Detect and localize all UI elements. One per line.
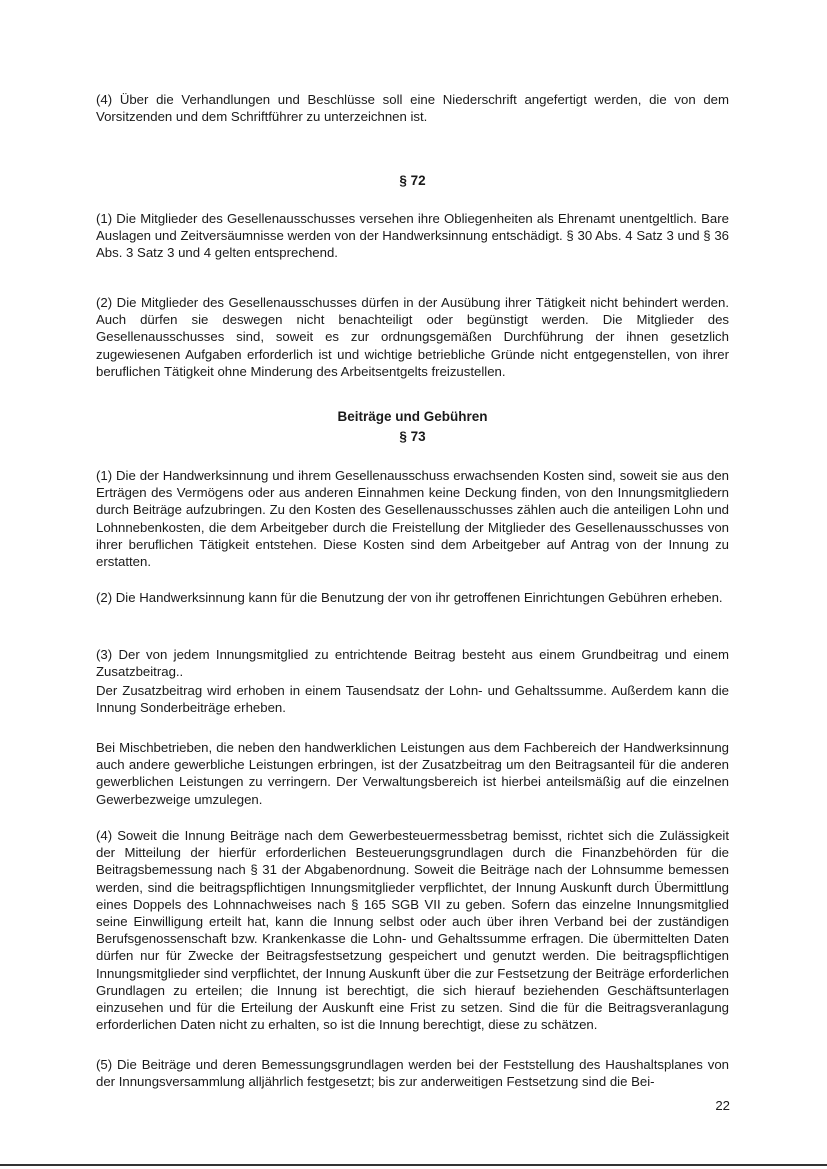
page-number: 22	[715, 1098, 730, 1113]
paragraph-72-1: (1) Die Mitglieder des Gesellenausschusses versehen ihre Obliegenheiten als Ehrenamt unentgeltlich. Bare Auslagen und Zeitversäumnisse werden von der Handwerksinnung entschädigt. § 30 Abs. 4 Satz 3 und § 36 Abs. 3 Satz 3 und 4 gelten entsprechend.	[96, 211, 729, 261]
paragraph-72-2: (2) Die Mitglieder des Gesellenausschusses dürfen in der Ausübung ihrer Tätigkeit nicht behindert werden. Auch dürfen sie deswegen nicht benachteiligt oder begünstigt werden. Die Mitglieder des Gesellenausschusses sind, soweit es zur ordnungsgemäßen Durchführung der ihnen gesetzlich zugewiesenen Aufgaben erforderlich ist und wichtige betriebliche Gründe nicht entgegenstellen, von ihrer beruflichen Tätigkeit ohne Minderung des Arbeitsentgelts freizustellen.	[96, 295, 729, 379]
section-73-heading: § 73	[399, 429, 426, 444]
paragraph-73-3b: Der Zusatzbeitrag wird erhoben in einem Tausendsatz der Lohn- und Gehaltssumme. Außerdem kann die Innung Sonderbeiträge erheben.	[96, 683, 729, 716]
paragraph-73-1: (1) Die der Handwerksinnung und ihrem Gesellenausschuss erwachsenden Kosten sind, soweit sie aus den Erträgen des Vermögens oder aus anderen Einnahmen keine Deckung finden, von den Innungsmitgliedern durch Beiträge aufzubringen. Zu den Kosten des Gesellenausschusses zählen auch die anteiligen Lohn und Lohnnebenkosten, die dem Arbeitgeber durch die Freistellung der Mitglieder des Gesellenausschusses von ihrer beruflichen Tätigkeit entstehen. Diese Kosten sind dem Arbeitgeber auf Antrag von der Innung zu erstatten.	[96, 468, 729, 570]
section-72-heading: § 72	[399, 173, 426, 188]
paragraph-73-3c: Bei Mischbetrieben, die neben den handwerklichen Leistungen aus dem Fachbereich der Handwerksinnung auch andere gewerbliche Leistungen erbringen, ist der Zusatzbeitrag um den Beitragsanteil für die anderen gewerblichen Leistungen zu verringern. Der Verwaltungsbereich ist hierbei anteilsmäßig auf die einzelnen Gewerbezweige umzulegen.	[96, 740, 729, 807]
paragraph-71-4: (4) Über die Verhandlungen und Beschlüsse soll eine Niederschrift angefertigt werden, die von dem Vorsitzenden und dem Schriftführer zu unterzeichnen ist.	[96, 92, 729, 125]
paragraph-73-2: (2) Die Handwerksinnung kann für die Benutzung der von ihr getroffenen Einrichtungen Gebühren erheben.	[96, 590, 723, 605]
section-title-beitraege: Beiträge und Gebühren	[337, 409, 488, 424]
paragraph-73-4: (4) Soweit die Innung Beiträge nach dem Gewerbesteuermessbetrag bemisst, richtet sich die Zulässigkeit der Mitteilung der hierfür erforderlichen Besteuerungsgrundlagen durch die Finanzbehörden für die Beitragsbemessung nach § 31 der Abgabenordnung. Soweit die Beiträge nach der Lohnsumme bemessen werden, sind die beitragspflichtigen Innungsmitglieder verpflichtet, der Innung Auskunft durch Übermittlung eines Doppels des Lohnnachweises nach § 165 SGB VII zu geben. Sofern das einzelne Innungsmitglied seine Einwilligung erteilt hat, kann die Innung selbst oder auch über ihren Verband bei der zuständigen Berufsgenossenschaft bzw. Krankenkasse die Lohn- und Gehaltssumme erfragen. Die übermittelten Daten dürfen nur für Zwecke der Beitragsfestsetzung gespeichert und genutzt werden. Die beitragspflichtigen Innungsmitglieder sind verpflichtet, der Innung Auskunft über die zur Festsetzung der Beiträge erforderlichen Grundlagen zu erteilen; die Innung ist berechtigt, die sich hierauf beziehenden Geschäftsunterlagen einzusehen und für die Erteilung der Auskunft eine Frist zu setzen. Sind die für die Beitragsveranlagung erforderlichen Daten nicht zu erhalten, so ist die Innung berechtigt, diese zu schätzen.	[96, 828, 729, 1033]
paragraph-73-3a: (3) Der von jedem Innungsmitglied zu entrichtende Beitrag besteht aus einem Grundbeitrag und einem Zusatzbeitrag..	[96, 647, 729, 680]
bottom-scan-edge	[0, 1164, 827, 1166]
paragraph-73-5: (5) Die Beiträge und deren Bemessungsgrundlagen werden bei der Feststellung des Haushaltsplanes von der Innungsversammlung alljährlich festgesetzt; bis zur anderweitigen Festsetzung sind die Bei-	[96, 1057, 729, 1090]
